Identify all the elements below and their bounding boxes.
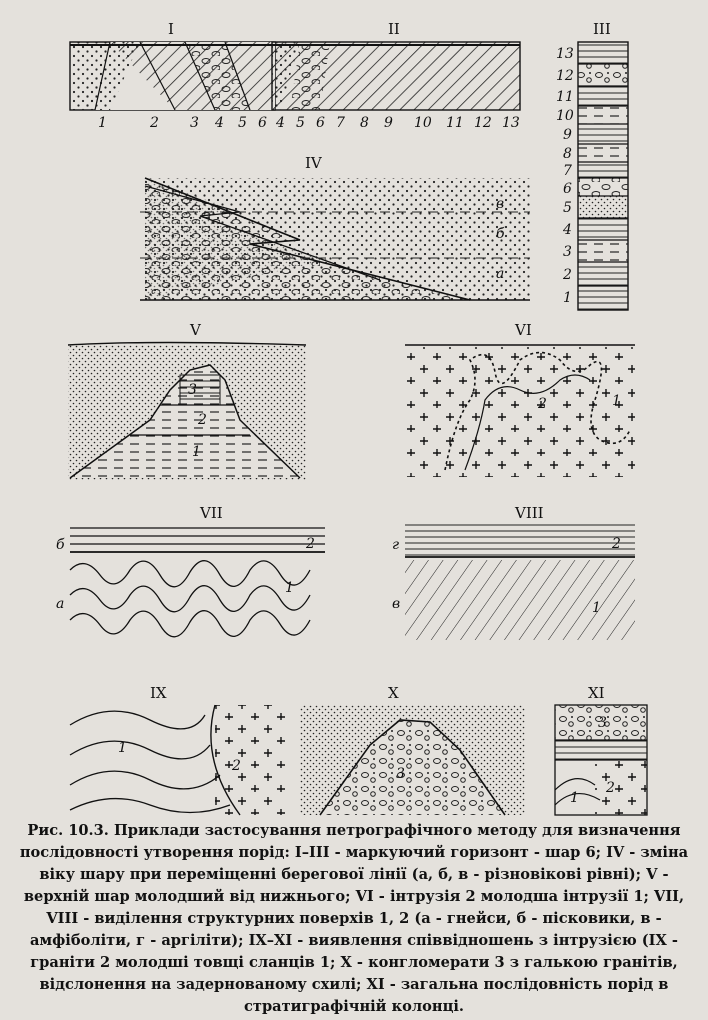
svg-text:2: 2	[612, 536, 621, 552]
svg-text:6: 6	[563, 181, 572, 197]
panel-II-numbers	[275, 115, 520, 131]
panel-I-num: 3	[190, 115, 199, 131]
svg-text:1: 1	[592, 600, 601, 616]
svg-text:9: 9	[563, 127, 572, 143]
panel-IV-title: IV	[305, 154, 322, 172]
panel-III-title: III	[593, 20, 611, 38]
svg-text:2: 2	[563, 267, 572, 283]
svg-text:1: 1	[118, 740, 127, 756]
svg-text:1: 1	[192, 444, 201, 460]
panel-III	[556, 20, 628, 310]
panel-V	[68, 321, 306, 480]
panel-VIII-title: VIII	[515, 504, 544, 522]
svg-text:8: 8	[360, 115, 369, 131]
svg-text:7: 7	[563, 163, 572, 179]
svg-text:а: а	[56, 596, 65, 612]
svg-text:в: в	[496, 196, 505, 212]
figure-caption	[12, 820, 696, 1018]
svg-text:1: 1	[563, 290, 572, 306]
panel-VII	[56, 504, 325, 637]
svg-text:10: 10	[556, 108, 574, 124]
svg-text:12: 12	[556, 68, 574, 84]
svg-text:3: 3	[188, 382, 197, 398]
panel-IX-title: IX	[150, 684, 167, 702]
panel-VII-labels	[56, 536, 315, 612]
panel-I-num: 2	[150, 115, 159, 131]
svg-text:13: 13	[502, 115, 520, 131]
svg-text:2: 2	[538, 396, 547, 412]
panel-I	[70, 20, 275, 131]
panel-I-num: 1	[98, 115, 107, 131]
panel-X	[300, 684, 525, 815]
svg-text:5: 5	[563, 200, 572, 216]
svg-text:5: 5	[296, 115, 305, 131]
panel-I-numbers	[98, 115, 267, 131]
svg-text:2: 2	[606, 780, 615, 796]
panel-XI	[555, 684, 647, 815]
svg-text:1: 1	[612, 393, 621, 409]
svg-text:4: 4	[276, 115, 285, 131]
svg-text:2: 2	[198, 412, 207, 428]
panel-X-numbers	[396, 766, 405, 782]
panel-VII-title: VII	[200, 504, 223, 522]
panel-V-title: V	[190, 321, 201, 339]
svg-text:7: 7	[336, 115, 345, 131]
svg-text:13: 13	[556, 46, 574, 62]
svg-text:12: 12	[474, 115, 492, 131]
panel-IV	[140, 154, 530, 300]
panel-IV-letters	[496, 196, 505, 282]
caption-lead: Рис. 10.3.	[27, 822, 109, 839]
panel-I-num: 6	[258, 115, 267, 131]
svg-text:1: 1	[570, 790, 579, 806]
panel-VI-title: VI	[515, 321, 532, 339]
svg-text:6: 6	[316, 115, 325, 131]
panel-IX	[70, 684, 285, 815]
panel-X-title: X	[388, 684, 399, 702]
svg-text:а: а	[496, 266, 505, 282]
svg-text:11: 11	[446, 115, 464, 131]
svg-text:11: 11	[556, 89, 574, 105]
panel-VI	[405, 321, 635, 477]
svg-text:б: б	[496, 226, 505, 242]
panel-I-num: 5	[238, 115, 247, 131]
svg-text:3: 3	[396, 766, 405, 782]
panel-VIII	[392, 504, 635, 640]
panel-III-numbers	[556, 46, 574, 306]
svg-text:3: 3	[563, 244, 572, 260]
svg-text:2: 2	[232, 758, 241, 774]
svg-text:1: 1	[285, 580, 294, 596]
panel-XI-title: XI	[588, 684, 605, 702]
svg-text:10: 10	[414, 115, 432, 131]
svg-text:2: 2	[306, 536, 315, 552]
caption-text: Приклади застосування петрографічного методу для визначення послідовності утворення порід: I–III - маркуючий горизонт - шар 6; IV - зміна віку шару при переміщенні берегової лінії (а, б, в - різновікові рівні); V - верхній шар молодший від нижнього; VI - інтрузія 2 молодша інтрузії 1; VII, VIII - виділення структурних поверхів 1, 2 (а - гнейси, б - пісковики, в - амфіболіти, г - аргіліти); IX–XI - виявлення співвідношень з інтрузією (IX - граніти 2 молодші товщі сланців 1; X - конгломерати 3 з галькою гранітів, відслонення на задернованому схилі; XI - загальна послідовність порід в стратиграфічній колонці.	[19, 822, 689, 1015]
panel-II	[272, 20, 520, 131]
panel-I-num: 4	[215, 115, 224, 131]
svg-text:г: г	[392, 537, 400, 553]
svg-text:3: 3	[598, 715, 607, 731]
panel-II-title: II	[388, 20, 400, 38]
svg-text:4: 4	[563, 222, 572, 238]
svg-text:9: 9	[384, 115, 393, 131]
svg-text:б: б	[56, 537, 65, 553]
panel-I-title: I	[168, 20, 174, 38]
svg-text:8: 8	[563, 146, 572, 162]
svg-text:в: в	[392, 596, 401, 612]
